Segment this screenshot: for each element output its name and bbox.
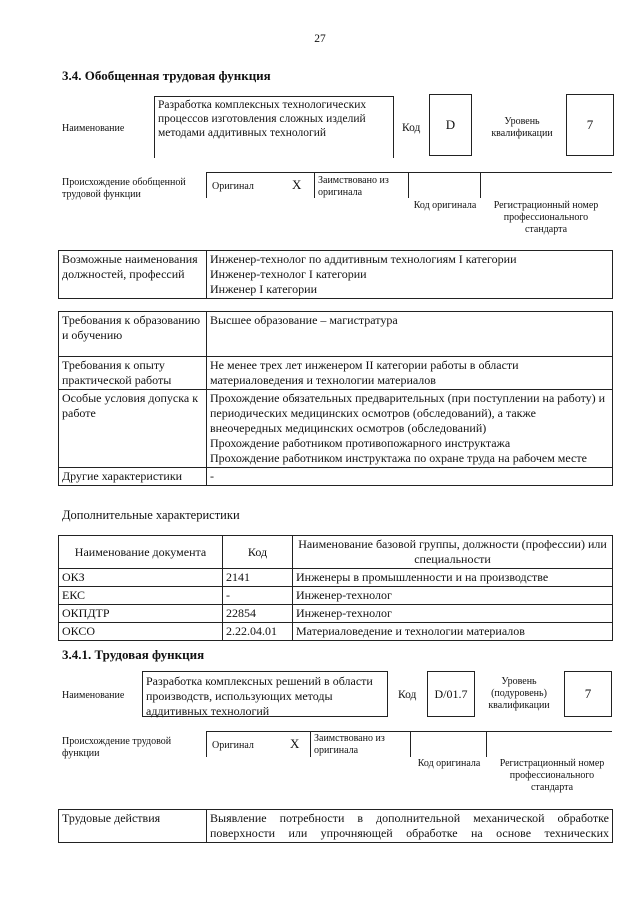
cell: 22854 [223, 605, 293, 623]
code-label: Код [402, 122, 421, 134]
sub-name-value: Разработка комплексных решений в области производств, использующих методы аддитивных технологий [142, 671, 388, 717]
sub-reg-number-caption: Регистрационный номер профессионального стандарта [499, 758, 605, 793]
position-item: Инженер I категории [210, 282, 317, 296]
sub-code-value: D/01.7 [427, 671, 475, 717]
position-item: Инженер-технолог по аддитивным технологиям I категории [210, 252, 517, 266]
req-label: Особые условия допуска к работе [62, 391, 199, 420]
original-label: Оригинал [212, 181, 254, 192]
cell: Инженеры в промышленности и на производстве [293, 569, 613, 587]
sub-level-value: 7 [564, 671, 612, 717]
req-value: - [210, 469, 214, 483]
sub-origin-label: Происхождение трудовой функции [62, 736, 172, 759]
sub-level-label: Уровень (подуровень) квалификации [488, 676, 550, 711]
sub-name-label: Наименование [62, 690, 125, 701]
header-cell: Код [223, 536, 293, 569]
original-mark: X [292, 177, 302, 192]
req-label: Требования к опыту практической работы [62, 358, 172, 387]
labor-actions-value: Выявление потребности в дополнительной механической обработке поверхности или упрочняющей обработке на основе технических [207, 810, 613, 843]
cell: Инженер-технолог [293, 587, 613, 605]
req-value: Не менее трех лет инженером II категории работы в области материаловедения и технологии материалов [210, 358, 519, 387]
cell: ЕКС [59, 587, 223, 605]
table-row [59, 569, 613, 587]
cell: 2141 [223, 569, 293, 587]
req-label: Другие характеристики [62, 469, 183, 483]
positions-table [58, 250, 613, 299]
origin-label: Происхождение обобщенной трудовой функции [62, 177, 186, 200]
table-row [59, 605, 613, 623]
section-title: 3.4. Обобщенная трудовая функция [62, 68, 271, 83]
req-label: Требования к образованию и обучению [62, 313, 201, 342]
cell: Инженер-технолог [293, 605, 613, 623]
cell: - [223, 587, 293, 605]
reg-number-caption: Регистрационный номер профессионального стандарта [493, 200, 599, 235]
borrowed-label: Заимствовано из оригинала [318, 175, 389, 198]
additional-title: Дополнительные характеристики [62, 508, 240, 522]
name-label: Наименование [62, 123, 125, 134]
code-value: D [429, 94, 472, 156]
req-value: Прохождение работником инструктажа по охране труда на рабочем месте [210, 451, 587, 465]
origin-divider [408, 172, 409, 198]
cell: Материаловедение и технологии материалов [293, 623, 613, 641]
sub-orig-code-caption: Код оригинала [417, 758, 481, 769]
position-item: Инженер-технолог I категории [210, 267, 367, 281]
cell: 2.22.04.01 [223, 623, 293, 641]
origin-divider [314, 172, 315, 198]
table-row [59, 357, 613, 390]
labor-actions-table [58, 809, 613, 843]
sub-borrowed-label: Заимствовано из оригинала [314, 733, 385, 756]
page-number: 27 [314, 33, 326, 45]
sub-origin-divider [486, 731, 487, 757]
table-header-row [59, 536, 613, 569]
origin-divider [480, 172, 481, 198]
table-row [59, 810, 613, 843]
cell: ОКЗ [59, 569, 223, 587]
table-row [59, 468, 613, 486]
origin-box [206, 172, 612, 198]
sub-original-mark: X [290, 736, 300, 751]
header-cell: Наименование базовой группы, должности (профессии) или специальности [293, 536, 613, 569]
sub-origin-box [206, 731, 612, 757]
additional-table [58, 535, 613, 641]
sub-code-label: Код [398, 689, 417, 701]
cell: ОКПДТР [59, 605, 223, 623]
table-row [59, 390, 613, 468]
req-value: Прохождение обязательных предварительных (при поступлении на работу) и периодических медицинских осмотров (обследований), а также внеочередных медицинских осмотров (обследований) [210, 391, 606, 435]
header-cell: Наименование документа [59, 536, 223, 569]
subsection-title: 3.4.1. Трудовая функция [62, 647, 205, 662]
req-value: Прохождение работником противопожарного инструктажа [210, 436, 511, 450]
orig-code-caption: Код оригинала [413, 200, 477, 211]
labor-actions-label: Трудовые действия [59, 810, 207, 843]
table-row [59, 623, 613, 641]
sub-original-label: Оригинал [212, 740, 254, 751]
positions-label: Возможные наименования должностей, профессий [62, 252, 198, 281]
name-value: Разработка комплексных технологических процессов изготовления сложных изделий методами аддитивных технологий [154, 96, 394, 158]
level-value: 7 [566, 94, 614, 156]
sub-origin-divider [310, 731, 311, 757]
table-row [59, 587, 613, 605]
cell: ОКСО [59, 623, 223, 641]
req-value: Высшее образование – магистратура [210, 313, 398, 327]
table-row [59, 312, 613, 357]
requirements-table [58, 311, 613, 486]
level-label: Уровень квалификации [491, 116, 553, 139]
sub-origin-divider [410, 731, 411, 757]
